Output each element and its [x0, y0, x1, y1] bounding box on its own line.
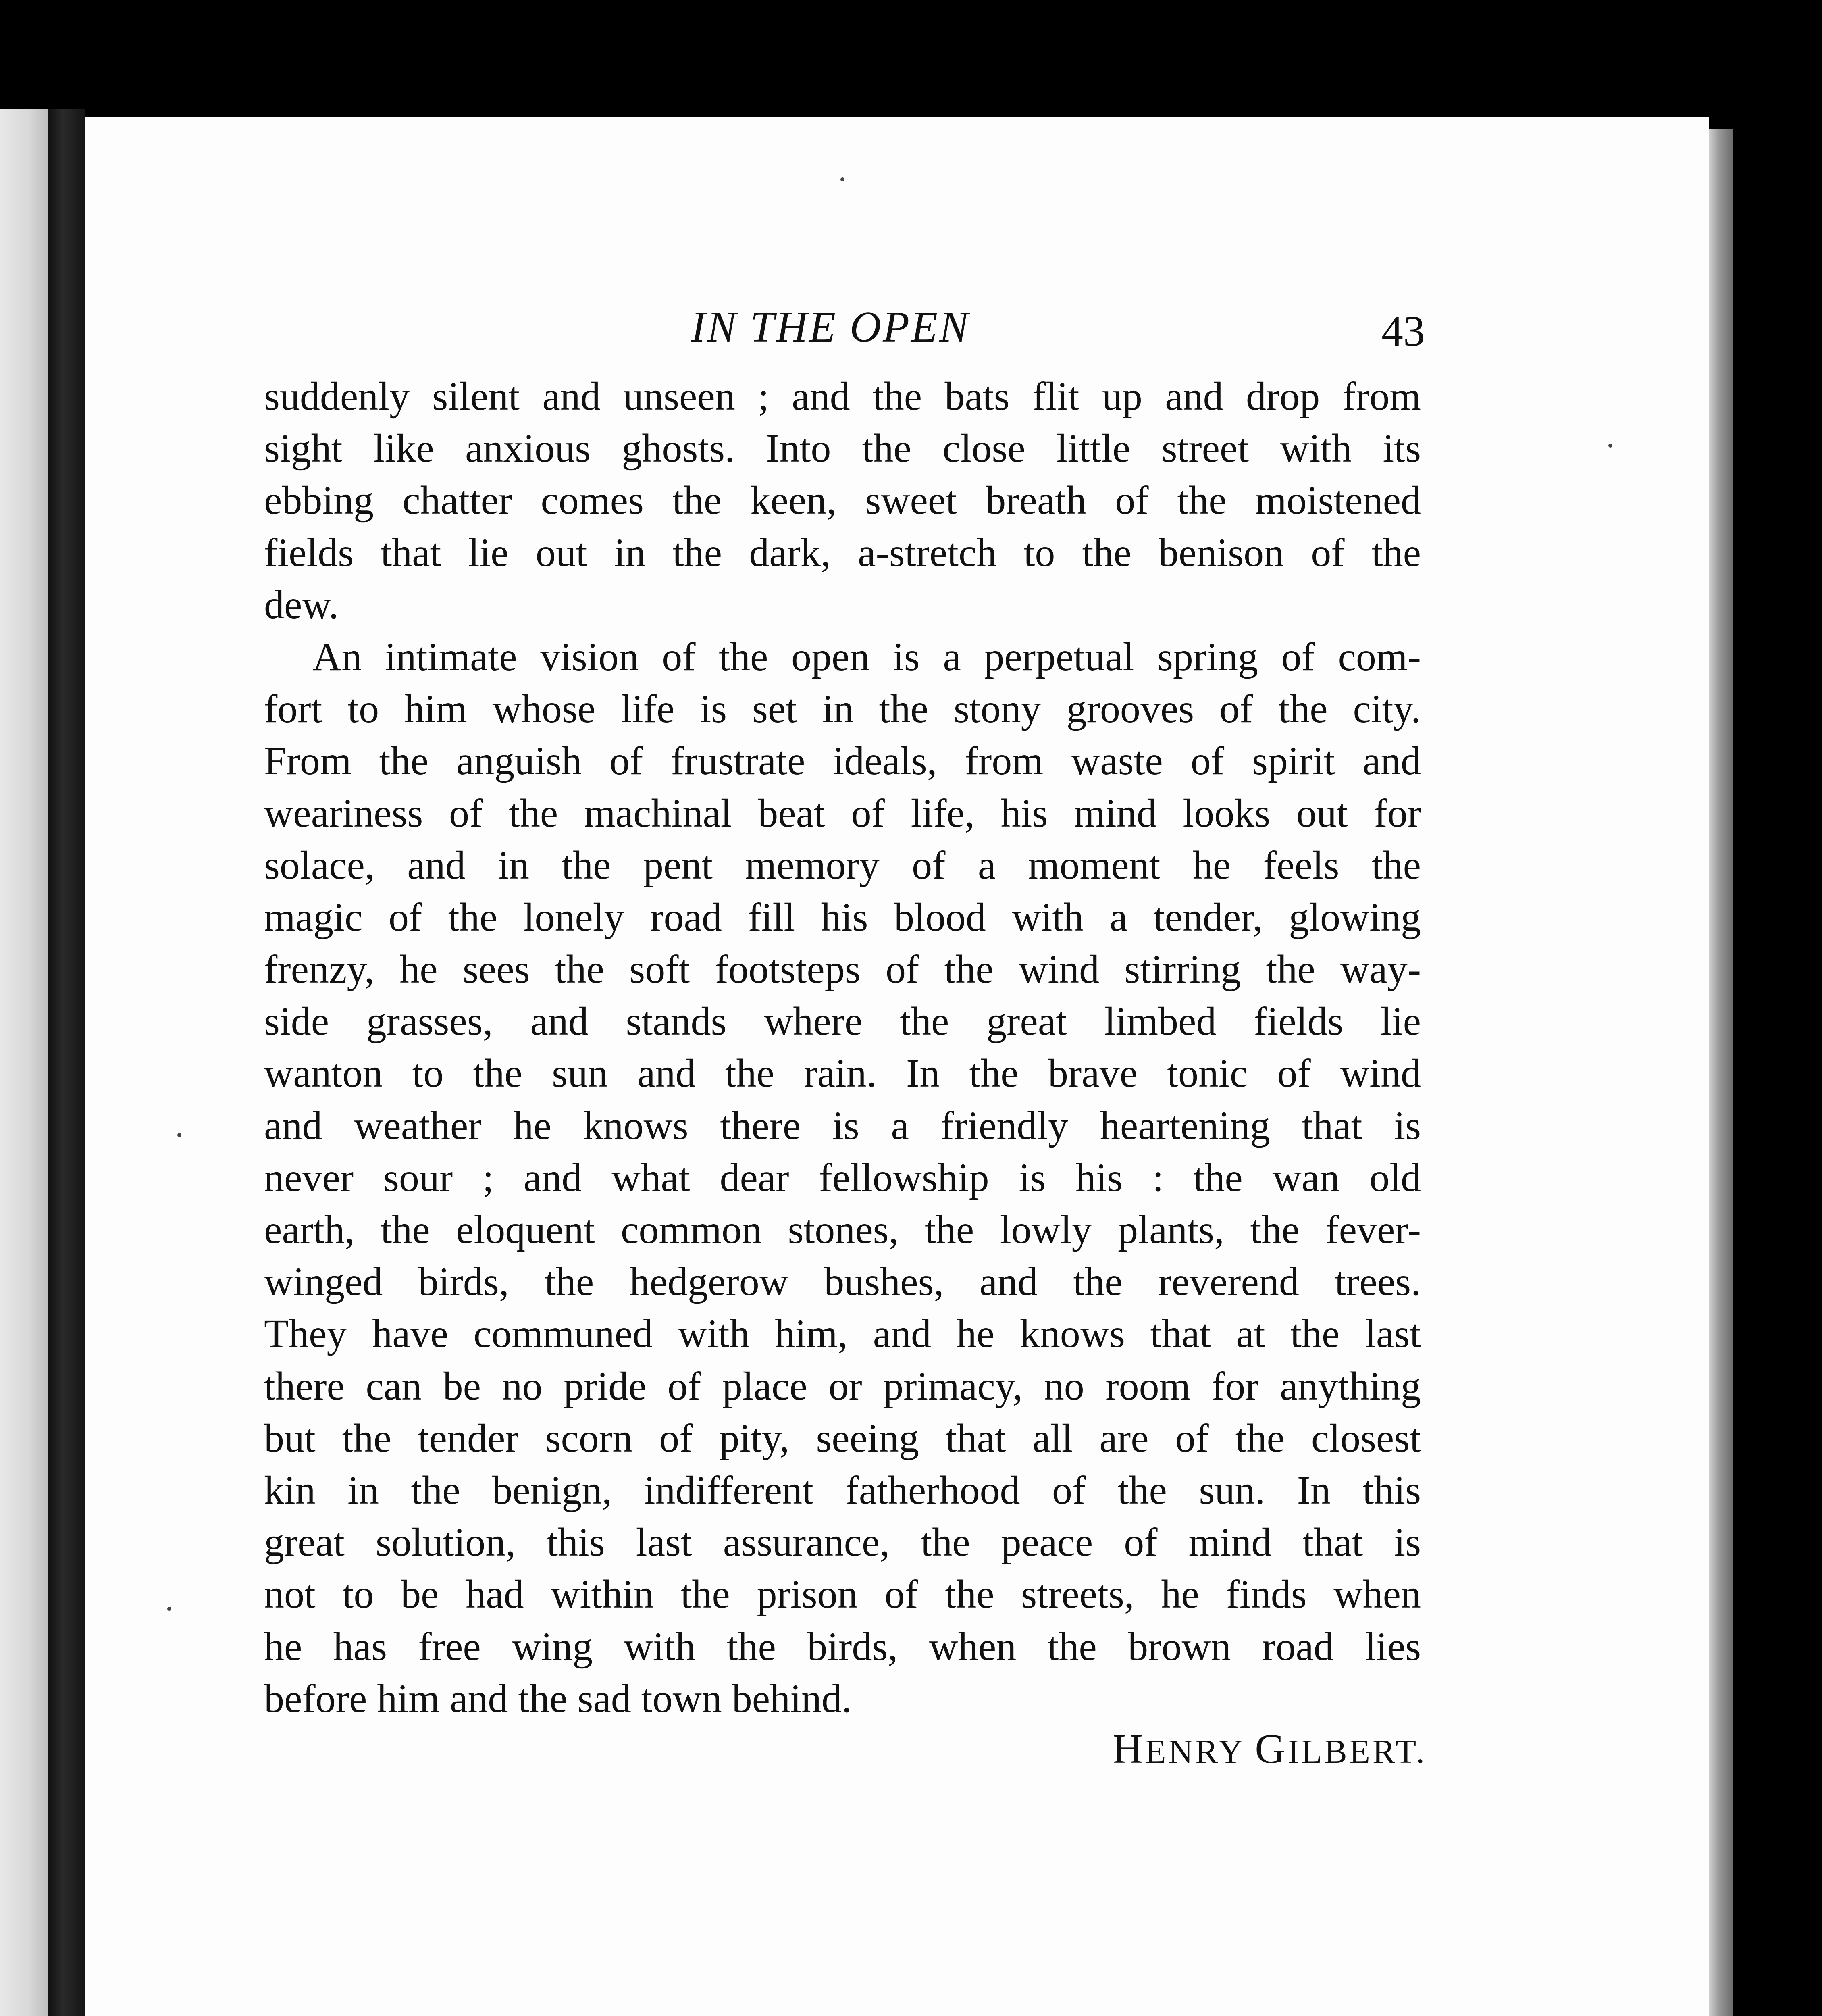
text-line: From the anguish of frustrate ideals, from waste of spirit and	[264, 738, 1421, 783]
book-binding	[48, 109, 85, 2016]
scan-speck	[177, 1133, 181, 1137]
text-line: before him and the sad town behind.	[264, 1676, 852, 1721]
text-line: never sour ; and what dear fellowship is his : the wan old	[264, 1155, 1421, 1200]
text-line: solace, and in the pent memory of a moment he feels the	[264, 842, 1421, 887]
text-line: sight like anxious ghosts. Into the close little street with its	[264, 426, 1421, 471]
text-line: weariness of the machinal beat of life, his mind looks out for	[264, 790, 1421, 835]
scan-speck	[840, 177, 844, 181]
text-line: kin in the benign, indifferent fatherhood of the sun. In this	[264, 1467, 1421, 1512]
scan-speck	[167, 1607, 171, 1611]
text-line: dew.	[264, 582, 339, 627]
text-line: earth, the eloquent common stones, the lowly plants, the fever-	[264, 1207, 1421, 1252]
text-line: not to be had within the prison of the streets, he finds when	[264, 1572, 1421, 1617]
text-line: he has free wing with the birds, when the brown road lies	[264, 1624, 1421, 1669]
paragraph-start-line: An intimate vision of the open is a perpetual spring of com-	[312, 634, 1421, 679]
signature-initial: H	[1113, 1726, 1146, 1772]
text-line: suddenly silent and unseen ; and the bats flit up and drop from	[264, 374, 1421, 419]
text-line: ebbing chatter comes the keen, sweet breath of the moistened	[264, 478, 1421, 523]
text-line: frenzy, he sees the soft footsteps of the wind stirring the way-	[264, 947, 1421, 992]
text-line: wanton to the sun and the rain. In the brave tonic of wind	[264, 1051, 1421, 1096]
text-line: They have communed with him, and he knows that at the last	[264, 1311, 1421, 1356]
text-line: great solution, this last assurance, the peace of mind that is	[264, 1520, 1421, 1565]
text-line: and weather he knows there is a friendly heartening that is	[264, 1103, 1421, 1148]
signature-text: ILBERT.	[1287, 1733, 1427, 1770]
text-line: winged birds, the hedgerow bushes, and the reverend trees.	[264, 1259, 1421, 1304]
page-number: 43	[1381, 307, 1425, 355]
scan-speck	[1608, 444, 1612, 448]
author-signature	[1064, 1725, 1427, 1773]
facing-page-edge	[0, 109, 48, 2016]
signature-initial: G	[1255, 1726, 1288, 1772]
text-line: side grasses, and stands where the great limbed fields lie	[264, 999, 1421, 1044]
text-line: there can be no pride of place or primacy, no room for anything	[264, 1363, 1421, 1408]
text-line: magic of the lonely road fill his blood with a tender, glowing	[264, 894, 1421, 939]
body-text	[264, 370, 1421, 1724]
text-line: but the tender scorn of pity, seeing that all are of the closest	[264, 1415, 1421, 1460]
text-line: fort to him whose life is set in the stony grooves of the city.	[264, 686, 1421, 731]
running-title: IN THE OPEN	[691, 303, 970, 351]
text-line: fields that lie out in the dark, a-stretch to the benison of the	[264, 530, 1421, 575]
page-stack-edge	[1709, 129, 1733, 2016]
signature-text: ENRY	[1145, 1733, 1244, 1770]
